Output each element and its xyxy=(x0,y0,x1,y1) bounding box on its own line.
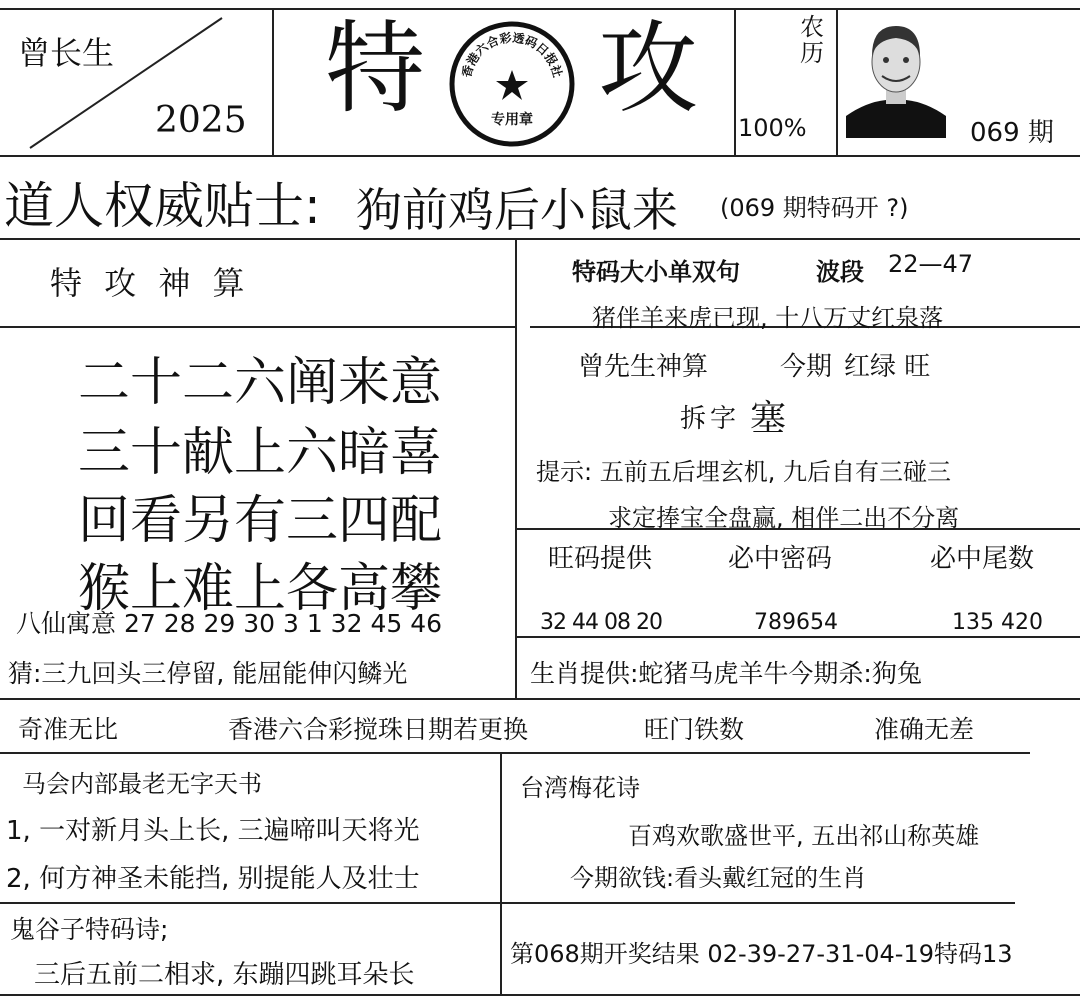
poem-line-1: 二十二六阐来意 xyxy=(78,353,443,413)
wave-value: 22—47 xyxy=(888,250,974,278)
title-char-right: 攻 xyxy=(598,10,698,127)
rule-v-bottom xyxy=(500,754,502,994)
rule-left-title xyxy=(0,326,515,328)
strip-item-2: 香港六合彩搅珠日期若更换 xyxy=(228,715,529,744)
banner-note: (069 期特码开 ?) xyxy=(720,194,909,222)
rule-strip xyxy=(0,752,1030,754)
chaizi-label: 拆字 xyxy=(680,404,741,434)
tianshu-title: 马会内部最老无字天书 xyxy=(22,770,262,798)
baxian-line: 八仙寓意 27 28 29 30 3 1 32 45 46 xyxy=(16,609,443,638)
current-value: 红绿 旺 xyxy=(844,352,931,382)
strip-item-1: 奇准无比 xyxy=(18,715,119,744)
guess-line: 猜:三九回头三停留, 能屈能伸闪鳞光 xyxy=(8,659,408,688)
meihua-title: 台湾梅花诗 xyxy=(520,774,640,802)
percent-label: 100% xyxy=(738,114,807,142)
rule-br-mid xyxy=(500,902,1015,904)
rule-mid xyxy=(0,698,1080,700)
code-value-mima: 789654 xyxy=(754,610,838,635)
poem-line-3: 回看另有三四配 xyxy=(78,491,443,551)
strip-item-3: 旺门铁数 xyxy=(644,715,745,744)
rule-right-codes xyxy=(515,636,1080,638)
rule-bottom xyxy=(0,994,1080,996)
code-header-weishu: 必中尾数 xyxy=(930,544,1035,574)
draw-result: 第068期开奖结果 02-39-27-31-04-19特码13 xyxy=(510,940,1013,968)
rule-v-header2 xyxy=(734,8,736,155)
title-char-left: 特 xyxy=(325,10,425,127)
code-header-wangma: 旺码提供 xyxy=(548,544,653,574)
size-line: 猪伴羊来虎已现, 十八万丈红泉落 xyxy=(592,304,944,332)
poem-line-4: 猴上难上各高攀 xyxy=(78,559,443,619)
lunar-label: 农历 xyxy=(800,13,824,67)
year: 2025 xyxy=(155,100,247,141)
author-photo xyxy=(846,16,946,138)
seal-ring-text: 香港六合彩透码日报社 xyxy=(459,30,565,79)
tianshu-line-2: 2, 何方神圣未能挡, 别提能人及壮士 xyxy=(6,864,420,894)
hint-line-1: 提示: 五前五后埋玄机, 九后自有三碰三 xyxy=(536,458,951,486)
rule-v-header1 xyxy=(272,8,274,155)
tianshu-line-1: 1, 一对新月头上长, 三遍啼叫天将光 xyxy=(6,816,420,846)
wave-label: 波段 xyxy=(816,258,864,286)
seal-star-icon xyxy=(496,70,528,100)
code-header-mima: 必中密码 xyxy=(728,544,833,574)
zodiac-line: 生肖提供:蛇猪马虎羊牛今期杀:狗兔 xyxy=(530,659,922,688)
code-value-weishu: 135 420 xyxy=(952,610,1043,635)
current-label: 今期 xyxy=(780,352,833,382)
code-value-wangma: 32 44 08 20 xyxy=(540,610,662,635)
guigu-title: 鬼谷子特码诗; xyxy=(10,915,169,944)
strip-item-4: 准确无差 xyxy=(874,715,975,744)
size-title: 特码大小单双句 xyxy=(572,258,740,286)
chaizi-char: 塞 xyxy=(750,398,787,439)
banner-text: 狗前鸡后小鼠来 xyxy=(356,183,678,237)
guigu-line: 三后五前二相求, 东蹦四跳耳朵长 xyxy=(34,960,415,990)
poem-line-2: 三十献上六暗喜 xyxy=(78,423,443,483)
hint-line-2: 求定捧宝全盘赢, 相伴二出不分离 xyxy=(608,504,960,532)
issue-number: 069 期 xyxy=(970,118,1054,148)
banner-label: 道人权威贴士: xyxy=(4,177,321,235)
rule-v-header3 xyxy=(836,8,838,155)
seal-stamp xyxy=(448,20,576,148)
rule-v-mid xyxy=(515,240,517,698)
seal-bottom-text: 专用章 xyxy=(491,112,533,128)
rule-header-bottom xyxy=(0,155,1080,157)
section-title-tegong: 特 攻 神 算 xyxy=(50,264,251,302)
author-name: 曾长生 xyxy=(18,34,115,72)
meihua-line-2: 今期欲钱:看头戴红冠的生肖 xyxy=(570,864,867,892)
meihua-line-1: 百鸡欢歌盛世平, 五出祁山称英雄 xyxy=(628,822,980,850)
zeng-title: 曾先生神算 xyxy=(578,352,709,382)
rule-bl-mid xyxy=(0,902,500,904)
